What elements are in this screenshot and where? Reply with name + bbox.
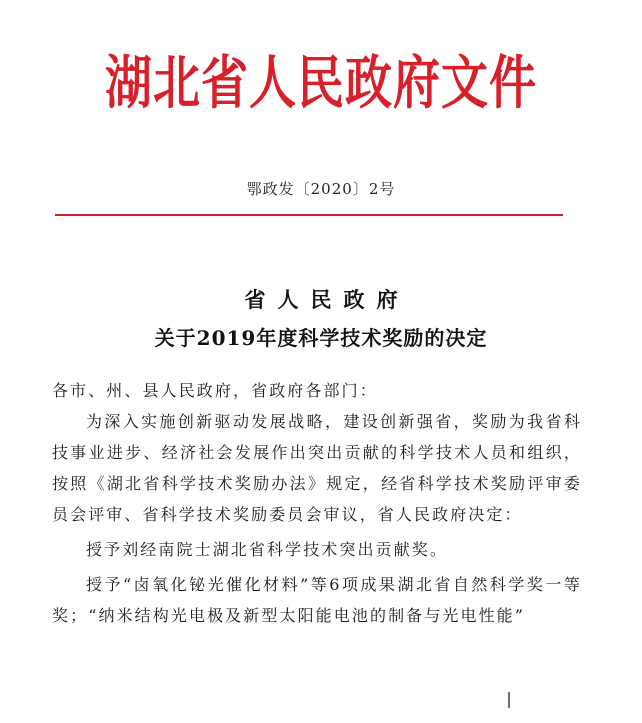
document-header-title: 湖北省人民政府文件 <box>105 50 537 118</box>
salutation: 各市、州、县人民政府，省政府各部门： <box>52 381 378 400</box>
scan-artifact-mark <box>508 692 510 708</box>
document-number: 鄂政发〔2020〕2号 <box>246 180 396 198</box>
issuer-name: 省人民政府 <box>244 287 410 312</box>
body-paragraph: 授予“卤氧化铋光催化材料”等6项成果湖北省自然科学奖一等奖；“纳米结构光电极及新型太阳能电池的制备与光电性能” <box>52 575 582 625</box>
body-paragraph: 为深入实施创新驱动发展战略，建设创新强省，奖励为我省科技事业进步、经济社会发展作出突出贡献的科学技术人员和组织，按照《湖北省科学技术奖励办法》规定，经省科学技术奖励评审委员会评审、省科学技术奖励委员会审议，省人民政府决定： <box>52 412 582 524</box>
red-divider-line <box>55 214 563 216</box>
body-paragraph: 授予刘经南院士湖北省科学技术突出贡献奖。 <box>86 540 449 559</box>
document-title: 关于2019年度科学技术奖励的决定 <box>154 326 488 350</box>
document-body <box>52 375 582 631</box>
